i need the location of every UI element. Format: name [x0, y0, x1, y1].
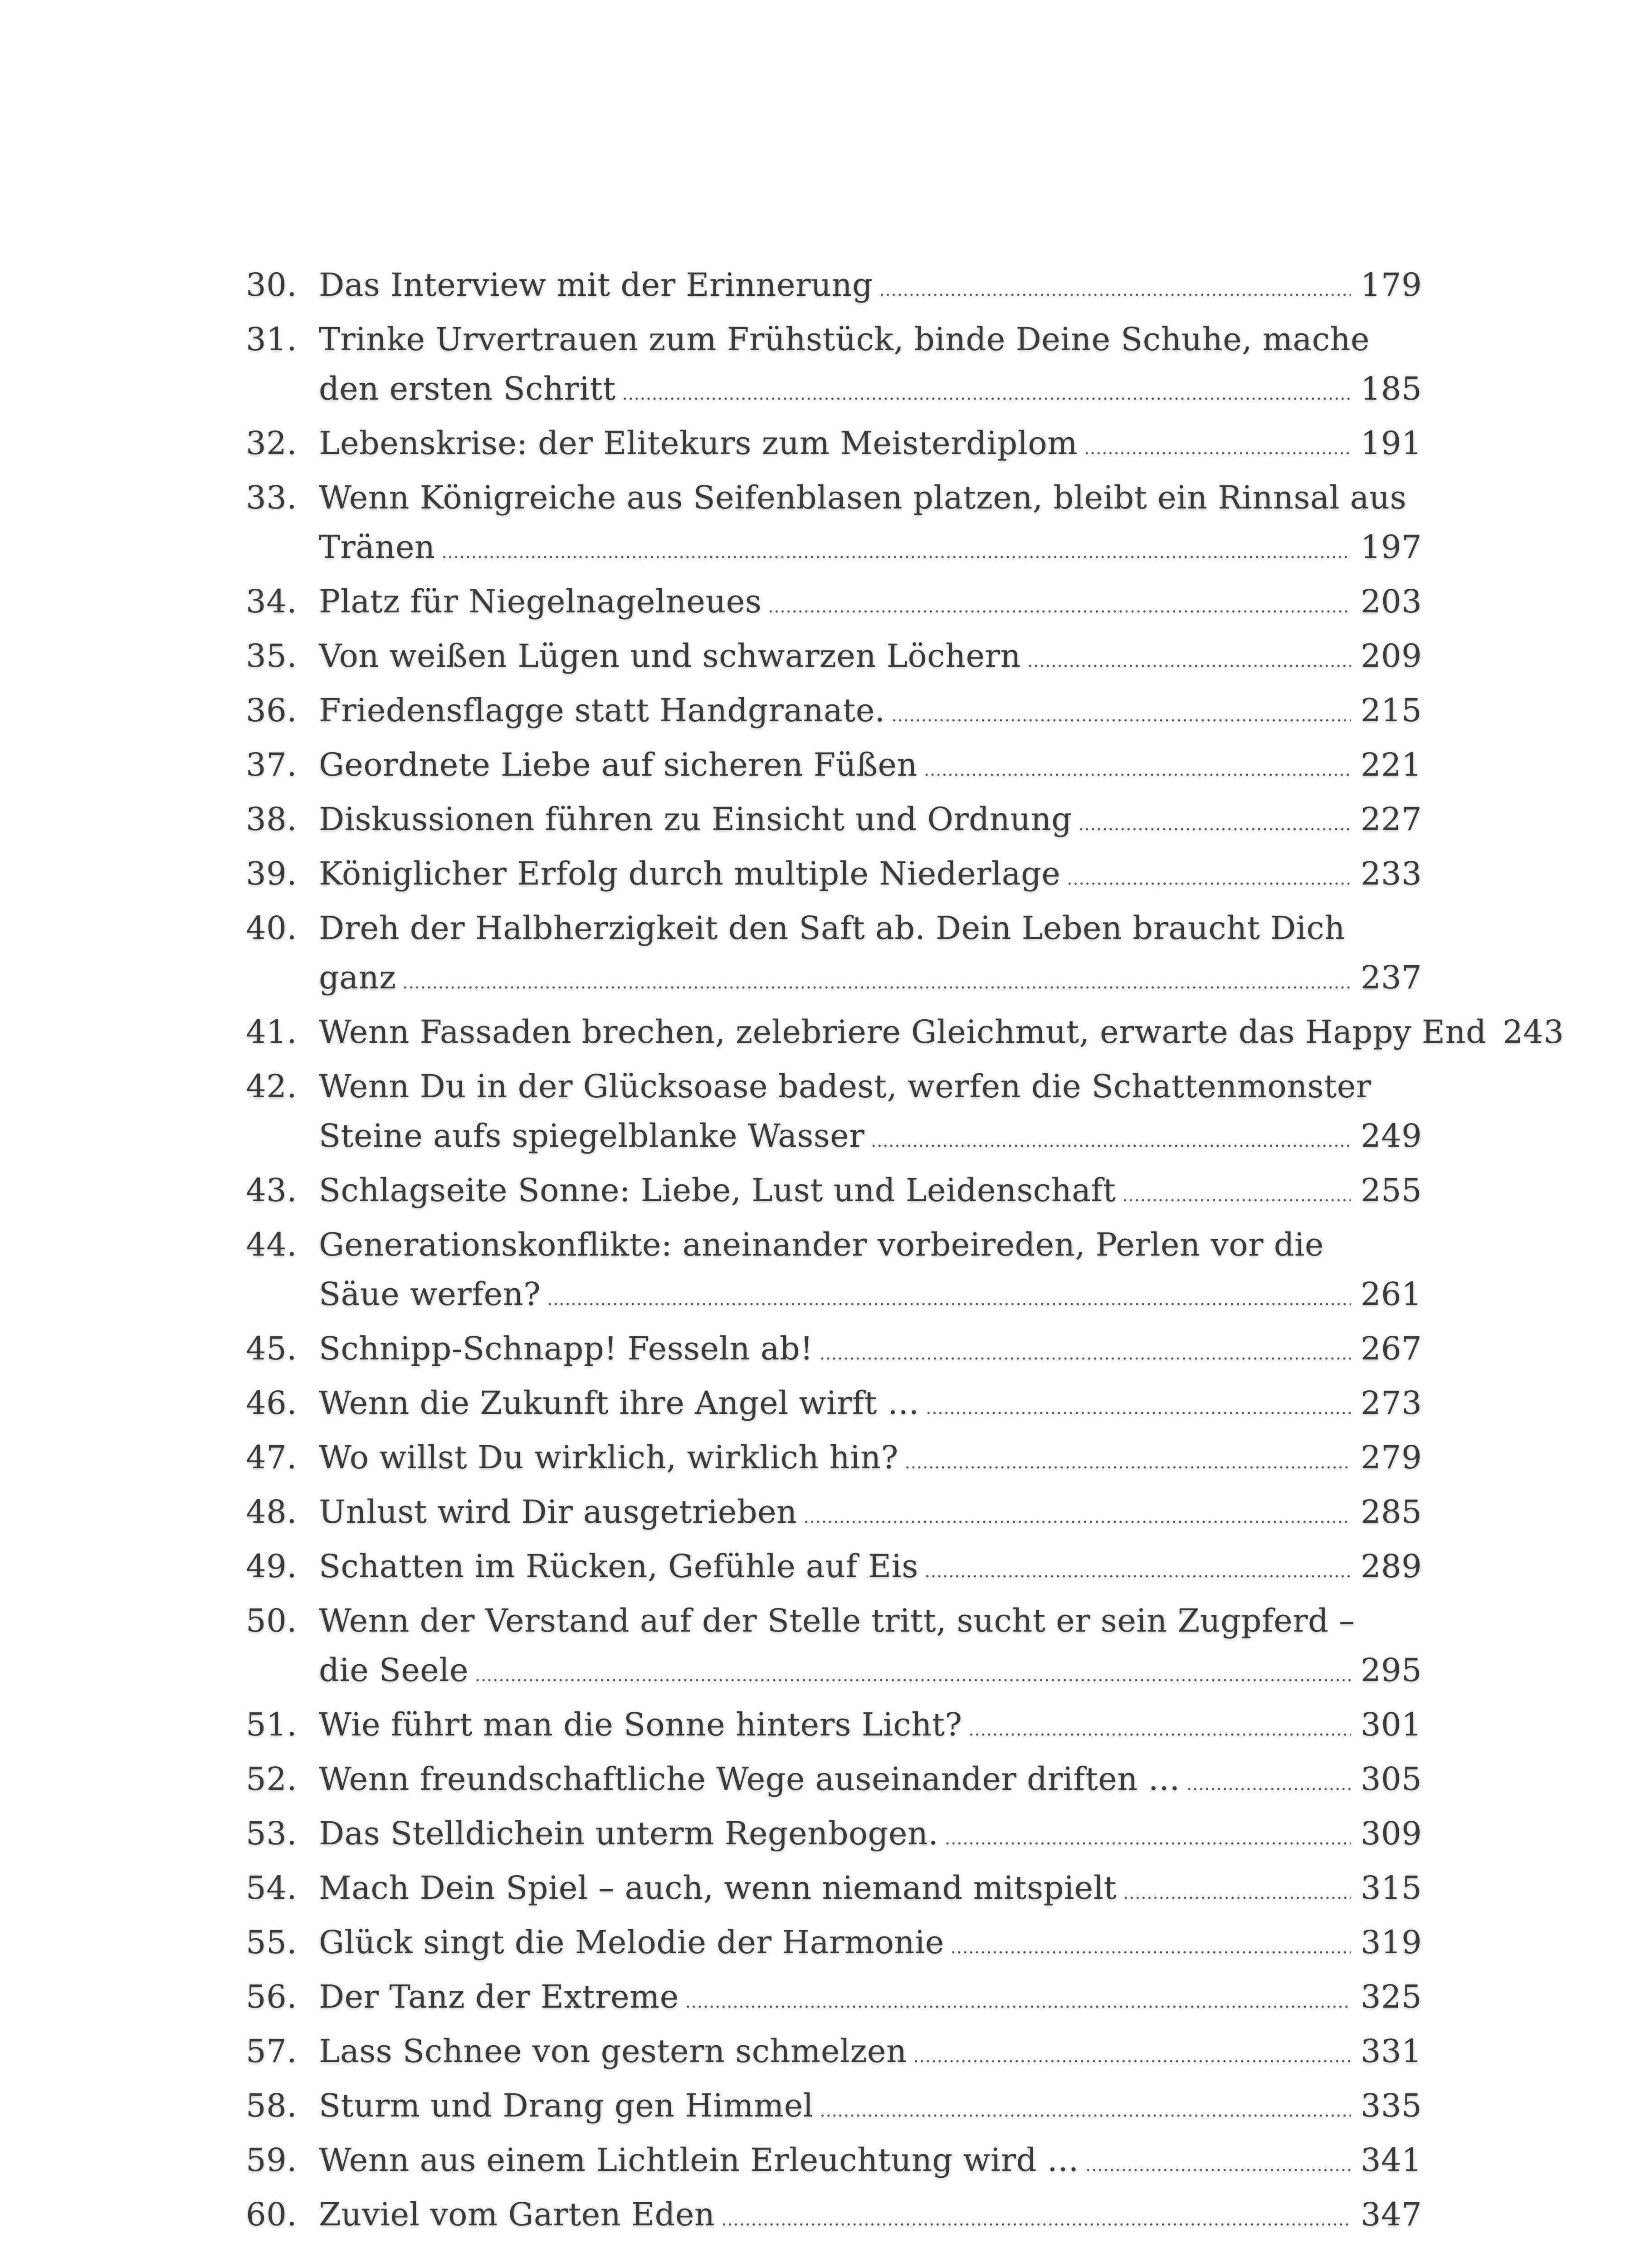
- dot-leader: [768, 582, 1351, 631]
- toc-entry: [227, 1863, 1420, 1918]
- chapter-title-line: Wenn die Zukunft ihre Angel wirft …: [319, 1384, 920, 1422]
- chapter-title-last-line: [319, 1918, 1420, 1972]
- dot-leader: [475, 1651, 1351, 1700]
- toc-entry: [227, 1596, 1420, 1700]
- toc-entry: [227, 904, 1420, 1007]
- dot-leader: [969, 1705, 1351, 1755]
- chapter-title-line: Schatten im Rücken, Gefühle auf Eis: [319, 1548, 918, 1585]
- chapter-number: 36.: [246, 692, 297, 729]
- chapter-title-line: Das Stelldichein unterm Regenbogen.: [319, 1815, 939, 1852]
- chapter-title-block: [319, 631, 1420, 686]
- chapter-title-last-line: [319, 2136, 1420, 2190]
- chapter-title-line: Generationskonflikte: aneinander vorbeireden, Perlen vor die: [319, 1226, 1324, 1263]
- page-number: 309: [1361, 1815, 1422, 1852]
- page-number: 267: [1361, 1330, 1422, 1367]
- toc-entry: [227, 1700, 1420, 1755]
- page-number: 325: [1361, 1978, 1422, 2015]
- chapter-title-line: Der Tanz der Extreme: [319, 1978, 679, 2015]
- dot-leader: [403, 958, 1351, 1007]
- chapter-title-line: Das Interview mit der Erinnerung: [319, 266, 873, 303]
- page-number: 233: [1361, 855, 1422, 892]
- page-number: 315: [1361, 1869, 1422, 1906]
- page-number: 305: [1361, 1760, 1422, 1798]
- chapter-title-last-line: [319, 364, 1420, 419]
- chapter-title-last-line: [319, 523, 1420, 577]
- chapter-title-last-line: [319, 1755, 1420, 1809]
- chapter-title-block: [319, 2027, 1420, 2081]
- chapter-title-block: [319, 686, 1420, 740]
- page-number: 215: [1361, 692, 1422, 729]
- chapter-title-block: [319, 1324, 1420, 1378]
- dot-leader: [945, 1814, 1351, 1863]
- chapter-title-line: Diskussionen führen zu Einsicht und Ordnung: [319, 801, 1072, 838]
- chapter-title-block: [319, 1918, 1420, 1972]
- chapter-title-last-line: [319, 795, 1420, 849]
- chapter-title-last-line: [319, 686, 1420, 740]
- dot-leader: [820, 2086, 1351, 2136]
- dot-leader: [721, 2195, 1351, 2244]
- chapter-number: 32.: [246, 425, 297, 462]
- chapter-title-last-line: [319, 577, 1420, 631]
- dot-leader: [924, 745, 1351, 795]
- page-number: 255: [1361, 1172, 1422, 1209]
- toc-entry: [227, 631, 1420, 686]
- page-number: 209: [1361, 637, 1422, 675]
- chapter-title-line: Königlicher Erfolg durch multiple Niederlage: [319, 855, 1061, 892]
- page-number: 221: [1361, 746, 1422, 783]
- chapter-number: 53.: [246, 1815, 297, 1852]
- chapter-title-last-line: [319, 1007, 1564, 1062]
- dot-leader: [1079, 800, 1351, 849]
- chapter-title-last-line: [319, 1270, 1420, 1324]
- page-number: 185: [1361, 370, 1422, 407]
- chapter-title-line: Steine aufs spiegelblanke Wasser: [319, 1117, 865, 1154]
- dot-leader: [622, 369, 1351, 419]
- toc-entry: [227, 1062, 1420, 1166]
- chapter-number: 38.: [246, 801, 297, 838]
- page-number: 289: [1361, 1548, 1422, 1585]
- chapter-title-line: Schnipp-Schnapp! Fesseln ab!: [319, 1330, 813, 1367]
- chapter-title-last-line: [319, 1700, 1420, 1755]
- dot-leader: [913, 2032, 1351, 2081]
- chapter-title-line: Lebenskrise: der Elitekurs zum Meisterdiplom: [319, 425, 1078, 462]
- chapter-title-last-line: [319, 419, 1420, 473]
- chapter-title-block: [319, 1755, 1420, 1809]
- chapter-title-block: [319, 2136, 1420, 2190]
- chapter-number: 51.: [246, 1706, 297, 1743]
- chapter-number: 52.: [246, 1760, 297, 1798]
- dot-leader: [905, 1438, 1351, 1487]
- toc-entry: [227, 1433, 1420, 1487]
- dot-leader: [804, 1492, 1351, 1542]
- chapter-title-line: Unlust wird Dir ausgetrieben: [319, 1493, 797, 1530]
- toc-entry: [227, 1220, 1420, 1324]
- toc-entry: [227, 1918, 1420, 1972]
- chapter-title-block: [319, 1433, 1420, 1487]
- chapter-title-block: [319, 1596, 1420, 1700]
- chapter-number: 49.: [246, 1548, 297, 1585]
- chapter-title-last-line: [319, 2190, 1420, 2244]
- chapter-title-line: Wenn Du in der Glücksoase badest, werfen die Schattenmonster: [319, 1068, 1372, 1105]
- chapter-title-line: Zuviel vom Garten Eden: [319, 2196, 715, 2233]
- chapter-title-block: [319, 904, 1420, 1007]
- chapter-title-last-line: [319, 1433, 1420, 1487]
- chapter-title-line: Wenn freundschaftliche Wege auseinander driften …: [319, 1760, 1181, 1798]
- toc-entry: [227, 740, 1420, 795]
- chapter-title-line: Säue werfen?: [319, 1276, 541, 1313]
- chapter-title-block: [319, 795, 1420, 849]
- chapter-title-line: Friedensflagge statt Handgranate.: [319, 692, 885, 729]
- chapter-title-block: [319, 315, 1420, 419]
- chapter-title-block: [319, 577, 1420, 631]
- chapter-number: 40.: [246, 909, 297, 947]
- chapter-title-line: Trinke Urvertrauen zum Frühstück, binde Deine Schuhe, mache: [319, 321, 1370, 358]
- page-number: 179: [1361, 266, 1422, 303]
- chapter-title-last-line: [319, 1646, 1420, 1700]
- chapter-title-last-line: [319, 1487, 1420, 1542]
- chapter-title-last-line: [319, 2081, 1420, 2136]
- chapter-title-last-line: [319, 1863, 1420, 1918]
- chapter-title-last-line: [319, 1111, 1420, 1166]
- chapter-number: 48.: [246, 1493, 297, 1530]
- page-number: 319: [1361, 1924, 1422, 1961]
- dot-leader: [951, 1923, 1351, 1972]
- chapter-number: 50.: [246, 1602, 297, 1639]
- chapter-number: 59.: [246, 2141, 297, 2179]
- dot-leader: [1122, 1171, 1351, 1220]
- dot-leader: [1085, 2141, 1351, 2190]
- dot-leader: [925, 1547, 1351, 1596]
- chapter-title-line: Wenn aus einem Lichtlein Erleuchtung wird …: [319, 2141, 1079, 2179]
- chapter-number: 54.: [246, 1869, 297, 1906]
- toc-entry: [227, 1809, 1420, 1863]
- toc-entry: [227, 2081, 1420, 2136]
- page-number: 227: [1361, 801, 1422, 838]
- chapter-title-line: ganz: [319, 959, 396, 996]
- page-number: 301: [1361, 1706, 1422, 1743]
- toc-entry: [227, 1166, 1420, 1220]
- toc-entry: [227, 2190, 1420, 2244]
- page-number: 197: [1361, 528, 1422, 566]
- chapter-title-line: Wo willst Du wirklich, wirklich hin?: [319, 1439, 898, 1476]
- page-number: 203: [1361, 583, 1422, 620]
- chapter-title-line: Wenn Fassaden brechen, zelebriere Gleichmut, erwarte das Happy End: [319, 1013, 1487, 1051]
- chapter-title-block: [319, 849, 1420, 904]
- chapter-number: 46.: [246, 1384, 297, 1422]
- chapter-title-block: [319, 1062, 1420, 1166]
- toc-entry: [227, 1755, 1420, 1809]
- chapter-title-block: [319, 1542, 1420, 1596]
- page-number: 249: [1361, 1117, 1422, 1154]
- chapter-title-block: [319, 1378, 1420, 1433]
- chapter-title-block: [319, 419, 1420, 473]
- page-number: 261: [1361, 1276, 1422, 1313]
- chapter-title-line: den ersten Schritt: [319, 370, 616, 407]
- chapter-number: 34.: [246, 583, 297, 620]
- dot-leader: [1027, 636, 1351, 686]
- chapter-title-last-line: [319, 1378, 1420, 1433]
- chapter-title-last-line: [319, 1972, 1420, 2027]
- page-number: 237: [1361, 959, 1422, 996]
- toc-entry: [227, 795, 1420, 849]
- chapter-title-block: [319, 1220, 1420, 1324]
- chapter-title-last-line: [319, 2027, 1420, 2081]
- chapter-title-line: Dreh der Halbherzigkeit den Saft ab. Dein Leben braucht Dich: [319, 909, 1345, 947]
- dot-leader: [441, 528, 1351, 577]
- chapter-title-line: Sturm und Drang gen Himmel: [319, 2087, 814, 2124]
- dot-leader: [685, 1977, 1351, 2027]
- chapter-number: 60.: [246, 2196, 297, 2233]
- chapter-title-line: Glück singt die Melodie der Harmonie: [319, 1924, 944, 1961]
- toc-entry: [227, 1972, 1420, 2027]
- toc-entry: [227, 2136, 1420, 2190]
- toc-entry: [227, 1487, 1420, 1542]
- chapter-title-last-line: [319, 260, 1420, 315]
- chapter-number: 37.: [246, 746, 297, 783]
- page-number: 331: [1361, 2033, 1422, 2070]
- chapter-title-line: Platz für Niegelnagelneues: [319, 583, 762, 620]
- chapter-title-block: [319, 260, 1420, 315]
- toc-entry: [227, 260, 1420, 315]
- chapter-title-block: [319, 2190, 1420, 2244]
- toc-entry: [227, 1378, 1420, 1433]
- chapter-title-block: [319, 1809, 1420, 1863]
- toc-entry: [227, 419, 1420, 473]
- chapter-title-block: [319, 1487, 1420, 1542]
- chapter-number: 44.: [246, 1226, 297, 1263]
- chapter-number: 31.: [246, 321, 297, 358]
- chapter-title-line: Mach Dein Spiel – auch, wenn niemand mitspielt: [319, 1869, 1117, 1906]
- toc-entry: [227, 849, 1420, 904]
- toc-entry: [227, 2027, 1420, 2081]
- page-number: 243: [1503, 1013, 1564, 1051]
- chapter-title-block: [319, 1700, 1420, 1755]
- chapter-title-last-line: [319, 1809, 1420, 1863]
- chapter-number: 35.: [246, 637, 297, 675]
- dot-leader: [1067, 854, 1351, 904]
- chapter-number: 42.: [246, 1068, 297, 1105]
- page-number: 347: [1361, 2196, 1422, 2233]
- dot-leader: [926, 1383, 1351, 1433]
- chapter-title-last-line: [319, 849, 1420, 904]
- chapter-number: 57.: [246, 2033, 297, 2070]
- chapter-title-line: Wenn Königreiche aus Seifenblasen platzen, bleibt ein Rinnsal aus: [319, 479, 1407, 516]
- chapter-title-last-line: [319, 1324, 1420, 1378]
- toc-entry: [227, 473, 1420, 577]
- chapter-number: 58.: [246, 2087, 297, 2124]
- dot-leader: [1123, 1868, 1351, 1918]
- chapter-title-block: [319, 2081, 1420, 2136]
- page-number: 341: [1361, 2141, 1422, 2179]
- chapter-title-line: die Seele: [319, 1652, 469, 1689]
- chapter-title-line: Wie führt man die Sonne hinters Licht?: [319, 1706, 962, 1743]
- page-number: 295: [1361, 1652, 1422, 1689]
- chapter-title-block: [319, 1863, 1420, 1918]
- chapter-title-line: Geordnete Liebe auf sicheren Füßen: [319, 746, 918, 783]
- page-number: 279: [1361, 1439, 1422, 1476]
- dot-leader: [820, 1329, 1351, 1378]
- table-of-contents: [227, 260, 1564, 2244]
- chapter-number: 30.: [246, 266, 297, 303]
- chapter-number: 33.: [246, 479, 297, 516]
- dot-leader: [892, 691, 1351, 740]
- chapter-number: 43.: [246, 1172, 297, 1209]
- dot-leader: [879, 265, 1351, 315]
- page-number: 191: [1361, 425, 1422, 462]
- chapter-title-line: Tränen: [319, 528, 435, 566]
- dot-leader: [1186, 1760, 1351, 1809]
- toc-entry: [227, 1007, 1564, 1062]
- chapter-title-line: Von weißen Lügen und schwarzen Löchern: [319, 637, 1021, 675]
- chapter-number: 47.: [246, 1439, 297, 1476]
- toc-entry: [227, 1542, 1420, 1596]
- chapter-title-block: [319, 740, 1420, 795]
- chapter-title-last-line: [319, 1166, 1420, 1220]
- chapter-title-block: [319, 473, 1420, 577]
- toc-entry: [227, 315, 1420, 419]
- chapter-title-line: Lass Schnee von gestern schmelzen: [319, 2033, 907, 2070]
- chapter-number: 45.: [246, 1330, 297, 1367]
- page-number: 273: [1361, 1384, 1422, 1422]
- chapter-title-block: [319, 1166, 1420, 1220]
- toc-entry: [227, 577, 1420, 631]
- chapter-title-last-line: [319, 740, 1420, 795]
- chapter-title-line: Wenn der Verstand auf der Stelle tritt, sucht er sein Zugpferd –: [319, 1602, 1355, 1639]
- dot-leader: [547, 1275, 1351, 1324]
- chapter-number: 55.: [246, 1924, 297, 1961]
- page-number: 285: [1361, 1493, 1422, 1530]
- chapter-title-block: [319, 1972, 1420, 2027]
- chapter-title-last-line: [319, 953, 1420, 1007]
- chapter-number: 41.: [246, 1013, 297, 1051]
- dot-leader: [1084, 424, 1351, 473]
- toc-entry: [227, 686, 1420, 740]
- chapter-number: 39.: [246, 855, 297, 892]
- chapter-title-line: Schlagseite Sonne: Liebe, Lust und Leidenschaft: [319, 1172, 1116, 1209]
- dot-leader: [871, 1116, 1351, 1166]
- page-number: 335: [1361, 2087, 1422, 2124]
- chapter-title-last-line: [319, 631, 1420, 686]
- toc-entry: [227, 1324, 1420, 1378]
- chapter-number: 56.: [246, 1978, 297, 2015]
- chapter-title-last-line: [319, 1542, 1420, 1596]
- chapter-title-block: [319, 1007, 1564, 1062]
